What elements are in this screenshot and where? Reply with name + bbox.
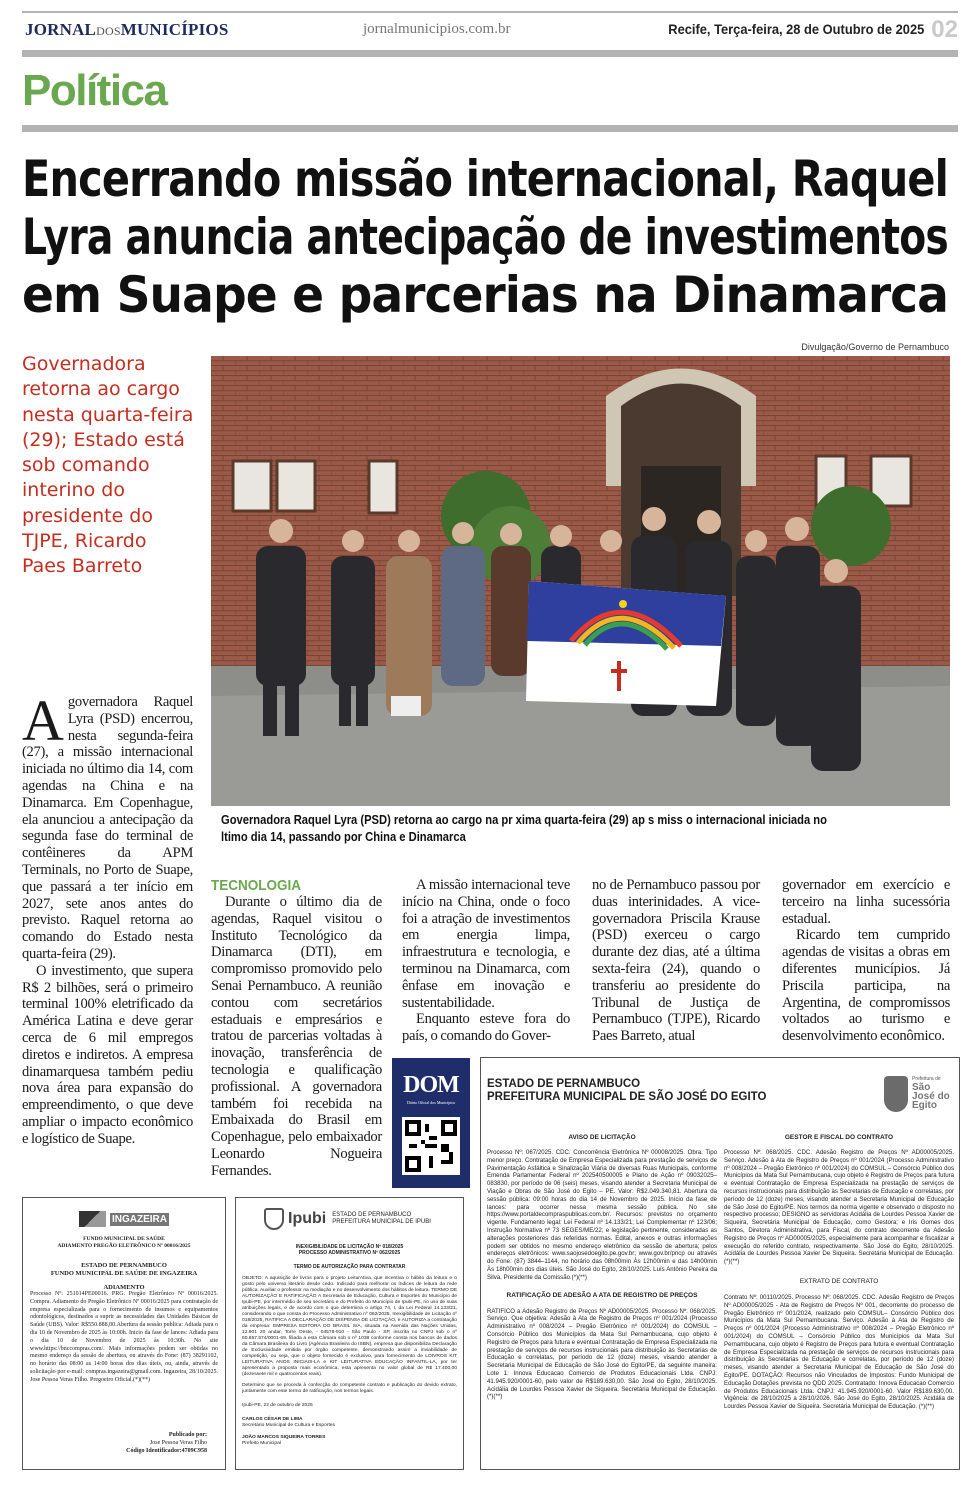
signer-role: Prefeito Municipal: [242, 1441, 281, 1446]
section-title: Política: [22, 66, 167, 115]
h: FUNDO MUNICIPAL DE SAÚDE DE INGAZEIRA: [50, 1270, 198, 1277]
ipubi-logo-text: Ipubi: [288, 1210, 327, 1227]
notice-header: [487, 1078, 766, 1104]
signer-name: CARLOS CÉSAR DE LIMA: [242, 1417, 303, 1422]
notice-title: [236, 1244, 463, 1256]
site-url[interactable]: jornalmunicipios.com.br: [363, 21, 511, 37]
h: PREFEITURA MUNICIPAL DE IPUBI: [332, 1219, 431, 1225]
notice-body: RATIFICO a Adesão Registro de Preços Nº AD00005/2025. Processo Nº: 068/2025. Serviço. Que objetiva: Adesão à Ata de Registro de Preços nº 001/2024 (Processo Administrativo nº 008/2024 – Pregão Eletrônico nº 001/2024) do COMSUL – Consórcio Público dos Municípios da Mata Sul Pernambucana, cujo objeto é Registro de Preços para futura e eventual Contratação de Empresa Especializada na prestação de serviços de recursos instrucionais para distribuição às Secretarias de Educação e correlatas, por período de 12 (doze) meses, visando atender a Secretaria Municipal de Educação de São José do Egito/PE, da seguinte maneira: Lote 1: Innova Educacao Comercio de Produtos Educacionais Ltda. CNPJ: 41.945.920/0001-60, pelo valor de R$189.630,00. São José do Egito, 28/10/2025. Acidália de Lourdes Pessoa Xavier de Siqueira. Secretária Municipal de Educação.(*)(**): [487, 1307, 718, 1401]
dom-logo: DOM: [403, 1072, 459, 1098]
notice-subtitle: EXTRATO DE CONTRATO: [799, 1277, 879, 1285]
photo-credit: Divulgação/Governo de Pernambuco: [801, 342, 949, 352]
qr-code-icon[interactable]: [402, 1117, 460, 1175]
dom-badge[interactable]: [392, 1058, 470, 1188]
brand-a: JORNAL: [25, 20, 97, 39]
notice-body: Processo Nº: 068/2025. CDC. Adesão Registro de Preços Nº AD00005/2025. Serviço. Adesão à Ata de Registro de Preços nº 001/2024 (Processo Administrativo nº 008/2024 – Pregão Eletrônico nº 001/2024) do COMSUL – Consórcio Público dos Municípios da Mata Sul Pernambucana, cujo objeto é Registro de Preços para futura e eventual Contratação de Empresa Especializada na prestação de serviços de recursos instrucionais para distribuição às Secretarias de Educação e correlatas, por período de 12 (doze) meses, visando atender a Secretaria Municipal de Educação de São José do Egito/PE. Nos termos da norma vigente e observado o disposto no respectivo processo; DESIGNO as servidoras Acidália de Lourdes Pessoa Xavier de Siqueira, Secretária Municipal de Educação, como Gestora; e Iris Gomes dos Santos, Diretora Administrativa, para Fiscal, do contrato decorrente da Adesão Registro de Preços nº AD00005/2025, especialmente para acompanhar e fiscalizar a execução do referido contrato, respectivamente. São José do Egito, 28/10/2025. Acidália de Lourdes Pessoa Xavier De Siqueira. Secretária Municipal de Educação.(*)(**): [724, 1149, 954, 1266]
paragraph: Ricardo tem cumprido agendas de visitas a obras em diferentes municípios. Já Priscila participa, na Argentina, de compromissos voltados ao turismo e desenvolvimento econômico.: [782, 927, 950, 1045]
ipubi-crest-icon: [264, 1208, 284, 1230]
article-column-2: [211, 877, 382, 1180]
paragraph: O investimento, que supera R$ 2 bilhões, será o primeiro terminal 100% eletrificado da América Latina e deve gerar cerca de 6 mil empregos diretos e indiretos. A empresa dinamarquesa também pediu nova área para expansão do empreendimento, o que deve ampliar o impacto econômico e logístico de Suape.: [22, 962, 193, 1147]
legal-notice-ipubi: [235, 1197, 464, 1470]
edition-date: Recife, Terça-feira, 28 de Outubro de 2025: [667, 21, 924, 37]
article-column-1: [22, 688, 193, 1148]
paragraph: governadora Raquel Lyra (PSD) encerrou, nesta segunda-feira (27), a missão internacional iniciada no último dia 14, com agendas na China e na Dinamarca. Em Copenhague, ela anunciou a antecipação da segunda fase do terminal de contêineres da APM Terminals, no Porto de Suape, que passará a ter início em 2027, sete anos antes do previsto. Raquel retorna ao comando do Estado nesta quarta-feira (29).: [22, 694, 193, 962]
page-number: 02: [931, 16, 958, 43]
pernambuco-flag: [526, 581, 726, 706]
notice-municipality: PREFEITURA MUNICIPAL DE SÃO JOSÉ DO EGITO: [487, 1091, 767, 1103]
notice-body: Processo Nº: 067/2025. CDC. Concorrência Eletrônica Nº 00008/2025. Obra. Tipo menor preço. Contratação de Empresa Especializada para prestação de serviços de Pavimentação Asfáltica e Sinalização Viária de diversas Ruas Municipais, conforme Emenda Parlamentar Federal nº 202540500005 e Plano de Ação nº 09032025–083830, por período de 06 (seis) meses, visando atender a Secretaria Municipal de Viação e Obras de São José do Egito – PE. Valor: R$2.049.340,81. Abertura da sessão pública: 09:00 horas do dia 14 de Novembro de 2025. Início da fase de lances: para ocorrer nessa mesma sessão pública. No site https://www.portaldecompraspublicas.com.br/. Recursos: previstos no orçamento vigente. Fundamento legal: Lei Federal nº 14.133/21; Lei Complementar nº 123/06; Instrução Normativa nº 73 SEGES/ME/22; e legislação pertinente, consideradas as alterações posteriores das referidas normas. Edital, anexos e outras informações podem ser obtidos no mesmo endereço eletrônico da sessão de abertura; pelos endereços eletrônicos: www.saojosedoegito.pe.gov.br; www.gov.br/pncp ou através do Fone: (87) 3844–1144, no horário das 08h00min Às 12h00min e das 14h00min Às 18h00min dos dias úteis. São José do Egito, 28/10/2025. Luís Antônio Pereira da Silva. Presidente da Comissão.(*)(**): [487, 1149, 717, 1281]
signer-name: JOÃO MARCOS SIQUEIRA TORRES: [242, 1435, 326, 1440]
brand-c: MUNICÍPIOS: [120, 20, 229, 39]
notice-state: ESTADO DE PERNAMBUCO: [487, 1078, 641, 1090]
ipubi-header: [264, 1208, 463, 1230]
h: PROCESSO ADMINISTRATIVO Nº 062/2025: [298, 1250, 401, 1256]
h: ADIAMENTO PREGÃO ELETRÔNICO Nº 00016/2025: [57, 1243, 191, 1249]
top-rule: [22, 11, 958, 13]
headline-line: Lyra anuncia antecipação de investimentos: [22, 208, 948, 266]
article-column-5: [782, 877, 950, 1045]
h: ESTADO DE PERNAMBUCO: [332, 1212, 412, 1218]
section-bar: [22, 125, 958, 132]
paragraph: Enquanto esteve fora do país, o comando do Gover-: [402, 1011, 570, 1045]
legal-notice-ingazeira: [22, 1197, 226, 1470]
publisher-label: Publicado por:: [168, 1432, 207, 1438]
dom-subtitle: Diário Oficial dos Municípios: [406, 1100, 456, 1105]
group-photo-illustration: [211, 356, 950, 806]
notice-subtitle: GESTOR E FISCAL DO CONTRATO: [784, 1134, 894, 1141]
paragraph: A missão internacional teve início na China, onde o foco foi a atração de investimentos em energia limpa, infraestrutura e tecnologia, e terminou na Dinamarca, com ênfase em inovação e sustentabilidade.: [402, 877, 570, 1011]
notice-body: Processo Nº: 251014PE00016. PRG. Pregão Eletrônico Nº 00016/2025. Compra. Adiamento do Pregão Eletrônico Nº 00016/2025 para contratação de empresa especializada para o fornecimento de insumos e equipamentos odontológicos, destinados a suprir as necessidades das Unidades Básicas de Saúde (UBS). Valor: R$550.888,00.Abertura da sessão publica: Adiada para o dia 10 de Novembro de 2025 às 10:00h. Inicio da fase de lances: Adiada para o dia 10 de Novembro de 2025 às 10:30h. No site www.https://bnccompras.com/. Mais informações podem ser obtidas no mesmo endereço da sessão de abertura, ou através do Fone: (87) 38291102, no horário das 08:00 as 14:00 horas dos dias úteis, ou, ainda, através de solicitação por e-mail: compras.ingazeira@gmail.com. Ingazeira, 28/10/2025. Jose Pessoa Veras Filho. Pregoeiro Oficial.(*)(**): [30, 1291, 218, 1383]
subheadline: Governadora retorna ao cargo nesta quarta-feira (29); Estado está sob comando interino do presidente do TJPE, Ricardo Paes Barreto: [22, 353, 194, 578]
notice-col-left: [487, 1134, 717, 1401]
notice-col-right: [724, 1134, 954, 1411]
headline: [22, 150, 952, 324]
header-bar: [22, 50, 958, 57]
section-kicker: TECNOLOGIA: [211, 877, 301, 894]
notice-subtitle: TERMO DE AUTORIZAÇÃO PARA CONTRATAR: [293, 1264, 406, 1270]
logo-text-b: São José do Egito: [912, 1082, 950, 1111]
headline-line: Encerrando missão internacional, Raquel: [22, 150, 948, 208]
photo-caption: Governadora Raquel Lyra (PSD) retorna ao cargo na pr xima quarta-feira (29) ap s miss o internacional iniciada no ltimo dia 14, passando por China e Dinamarca: [221, 812, 827, 844]
notice-header: [23, 1236, 225, 1250]
h: INEXIGIBILIDADE DE LICITAÇÃO Nº 018/2025: [295, 1244, 404, 1250]
brand-b: DOS: [96, 24, 121, 38]
place-date: Ipubi-PE, 22 de outubro de 2025: [242, 1403, 313, 1408]
sao-jose-do-egito-logo: [884, 1074, 954, 1116]
publisher-block: [126, 1431, 207, 1455]
paragraph: governador em exercício e terceiro na linha sucessória estadual.: [782, 877, 950, 927]
notice-subtitle: ADIAMENTO: [103, 1284, 145, 1291]
paragraph: Durante o último dia de agendas, Raquel visitou o Instituto Tecnológico da Dinamarca (DTI), em compromisso promovido pelo Senai Pernambuco. A reunião contou com secretários estaduais e empresários e tratou de parcerias voltadas à inovação, transferência de tecnologia e qualificação profissional. A governadora também foi recebida na Embaixada do Brasil em Copenhague, pelo embaixador Leonardo Nogueira Fernandes.: [211, 894, 382, 1179]
logo-text-a: Prefeitura de: [912, 1076, 941, 1082]
paragraph: no de Pernambuco passou por duas interinidades. A vice-governadora Priscila Krause (PSD) exerceu o cargo durante dez dias, até a última sexta-feira (24), quando o transferiu ao presidente do Tribunal de Justiça de Pernambuco (TJPE), Ricardo Paes Barreto, atual: [592, 877, 760, 1045]
article-photo: [211, 356, 950, 806]
notice-subtitle: AVISO DE LICITAÇÃO: [568, 1134, 636, 1141]
article-column-3: [402, 877, 570, 1045]
signer-role: Secretário Municipal de Cultura e Esportes: [242, 1423, 335, 1428]
notice-body: Contrato Nº: 00110/2025. Processo Nº: 068/2025. CDC. Adesão Registro de Preços Nº AD00005/2025 - Ata de Registro de Preços Nº 001, decorrente do processo de Pregão Eletrônico nº 001/2024, realizado pelo COMSUL– Consórcio Público dos Municípios da Mata Sul Pernambucana. Serviço. Adesão à Ata de Registro de Preços nº 001/2024 (Processo Administrativo nº 008/2024 – Pregão Eletrônico nº 001/2024) do COMSUL – Consórcio Público dos Municípios da Mata Sul Pernambucana, cujo objeto é Registro de Preços para futura e eventual Contratação de Empresa Especializada na prestação de serviços de recursos instrucionais para distribuição às Secretarias de Educação e correlatas, por período de 12 (doze) meses, visando atender a Secretaria Municipal de Educação de São José do Egito/PE. DOTAÇÃO: Recursos não Vinculados de Impostos: Fundo Municipal de Educação Dotações prevista no QDD 2025. Contratado: Innova Educacao Comercio de Produtos Educacionais Ltda. CNPJ: 41.945.920/0001-60. Valor R$189.630,00. Vigência: de 28/10/2025 a 28/10/2026. São José do Egito, 28/10/2025. Acidália de Lourdes Pessoa Xavier de Siqueira. Secretária Municipal de Educação. (*)(**): [724, 1293, 954, 1411]
h: ESTADO DE PERNAMBUCO: [81, 1262, 167, 1269]
h: FUNDO MUNICIPAL DE SAÚDE: [83, 1236, 165, 1242]
notice-title: [23, 1262, 225, 1278]
drop-cap: A: [22, 688, 64, 753]
masthead-logo[interactable]: [25, 20, 229, 40]
article-column-4: [592, 877, 760, 1045]
legal-notice-sao-jose-do-egito: [480, 1057, 960, 1470]
logo-text: INGAZEIRA: [112, 1213, 167, 1225]
ingazeira-logo: [79, 1210, 169, 1228]
notice-subtitle: RATIFICAÇÃO DE ADESÃO A ATA DE REGISTRO DE PREÇOS: [506, 1291, 698, 1299]
signatures: [236, 1395, 463, 1447]
identifier-code: Código Identificador:4709C958: [126, 1448, 207, 1454]
publisher-name: Jose Pessoa Veras Filho: [149, 1440, 207, 1446]
notice-body: Determino que se proceda à confecção do competente contrato e publicação do devido extrato, juntamente com este termo de ratificação, nos termos legais.: [242, 1383, 457, 1394]
notice-body: OBJETO: A aquisição de livros para o projeto LeiturAtiva, que incentiva o hábito da leitura e o gosto pelo universo literário desde cedo. Indicado para melhorar os índices de leitura da rede pública. Auxiliar o professor na mediação e no desenvolvimento dos hábitos de leitura. TERMO DE AUTORIZAÇÃO E RATIFICAÇÃO A Secretaria de Educação, Cultura e Esportes do Município de Ipubi-PE, por intermédio de seu secretário e do Prefeito do Município de Ipubi-PE, no uso de suas atribuições legais, e de acordo com o que determina o artigo 74, I, da Lei Federal 14.133/21, considerando o que consta do Processo Administrativo nº 062/2025, Inexigibilidade de Licitação nº 018/2025, RATIFICA A DECLARAÇÃO DE DISPENSA DE LICITAÇÃO, e AUTORIZA a contratação da empresa: EMPRESA EDITORA DO BRASIL S/A, situada na Avenida das Nações Unidas, 12.901 20 andar, Torre Oeste, - 04578-910 - São Paulo - SP, inscrita no CNPJ sob o nº 60.657.574/0001-69, filiada a esta Câmara sob o nº 1038 conforme consta nos bancos de dados da Câmara Brasileira do Livro (Agência Brasileira do ISBN), empresa que disponibiliza Declaração de Exclusividade emitida por órgão competente, demonstrando assim a inviabilidade de competição, ou seja, que o objeto fornecido é exclusivo, para fornecimento de LOIVROS KIT LEITURATIVA ANOS INICIAIS-LA e KIT LEITURATIVA EDUCAÇÃO INFANTIL-LA, por ter apresentado a proposta mais econômica, esta apresenta no valor global de R$ 17.400,00 (dezessete mil e quatrocentos reais).: [242, 1276, 457, 1377]
headline-line: em Suape e parcerias na Dinamarca: [22, 266, 948, 324]
